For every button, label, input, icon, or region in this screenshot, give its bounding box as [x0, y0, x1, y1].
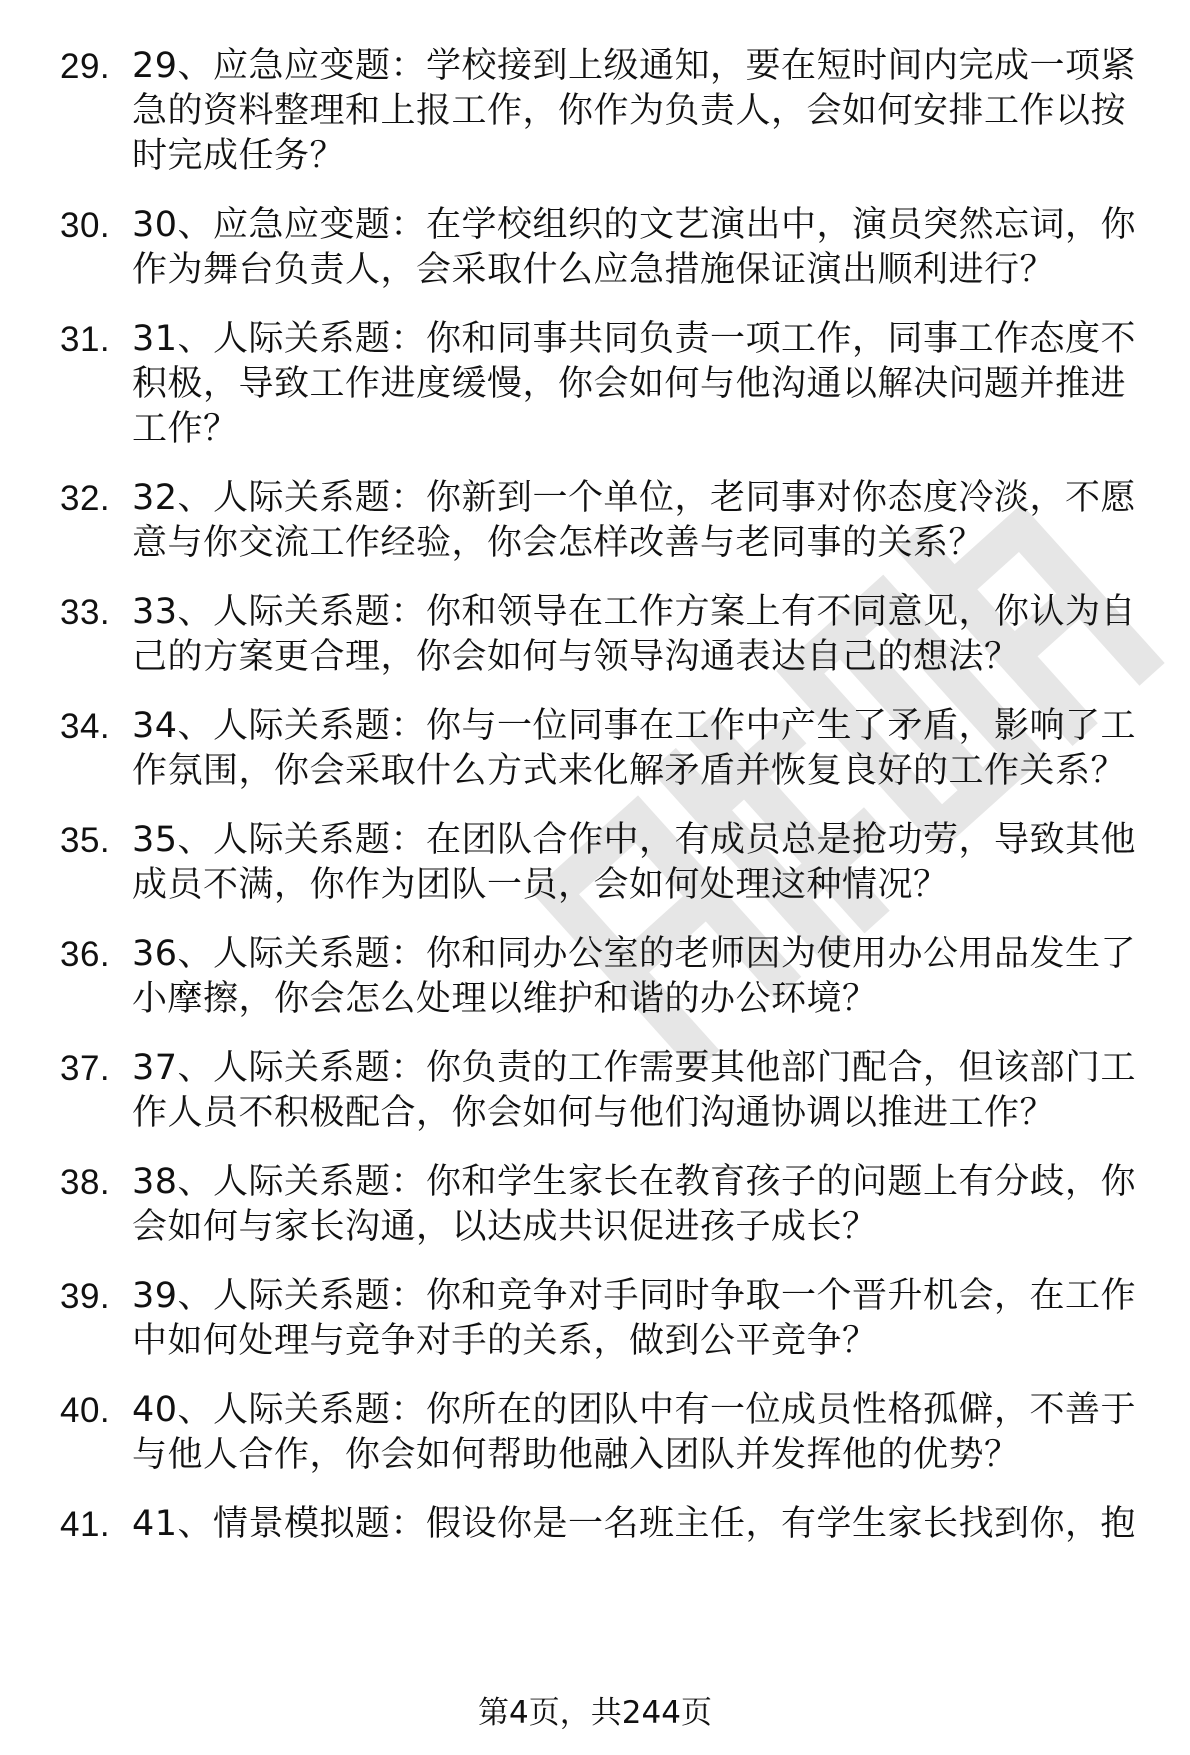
question-number: 29. — [60, 47, 111, 86]
question-text: 40、人际关系题：你所在的团队中有一位成员性格孤僻，不善于与他人合作，你会如何帮助他融入团队并发挥他的优势？ — [132, 1390, 1137, 1475]
page-footer: 第4页，共244页 — [478, 1695, 712, 1731]
question-text: 32、人际关系题：你新到一个单位，老同事对你态度冷淡，不愿意与你交流工作经验，你会怎样改善与老同事的关系？ — [132, 478, 1137, 563]
question-text: 30、应急应变题：在学校组织的文艺演出中，演员突然忘词，你作为舞台负责人，会采取什么应急措施保证演出顺利进行？ — [132, 205, 1137, 290]
question-number: 36. — [60, 935, 111, 974]
list-item — [60, 818, 1160, 908]
question-number: 41. — [60, 1505, 111, 1544]
list-item — [60, 1502, 1160, 1547]
question-text: 41、情景模拟题：假设你是一名班主任，有学生家长找到你，抱 — [132, 1504, 1137, 1544]
question-number: 32. — [60, 479, 111, 518]
list-item — [60, 590, 1160, 680]
question-text: 29、应急应变题：学校接到上级通知，要在短时间内完成一项紧急的资料整理和上报工作，你作为负责人，会如何安排工作以按时完成任务？ — [132, 46, 1137, 176]
list-item — [60, 1160, 1160, 1250]
list-item — [60, 203, 1160, 293]
question-text: 37、人际关系题：你负责的工作需要其他部门配合，但该部门工作人员不积极配合，你会如何与他们沟通协调以推进工作？ — [132, 1048, 1137, 1133]
question-number: 35. — [60, 821, 111, 860]
list-item — [60, 317, 1160, 452]
list-item — [60, 476, 1160, 566]
question-text: 36、人际关系题：你和同办公室的老师因为使用办公用品发生了小摩擦，你会怎么处理以维护和谐的办公环境？ — [132, 934, 1137, 1019]
question-number: 34. — [60, 707, 111, 746]
question-text: 35、人际关系题：在团队合作中，有成员总是抢功劳，导致其他成员不满，你作为团队一员，会如何处理这种情况？ — [132, 820, 1137, 905]
list-item — [60, 1274, 1160, 1364]
question-text: 39、人际关系题：你和竞争对手同时争取一个晋升机会，在工作中如何处理与竞争对手的关系，做到公平竞争？ — [132, 1276, 1137, 1361]
question-number: 37. — [60, 1049, 111, 1088]
list-item — [60, 44, 1160, 179]
question-text: 34、人际关系题：你与一位同事在工作中产生了矛盾，影响了工作氛围，你会采取什么方式来化解矛盾并恢复良好的工作关系？ — [132, 706, 1137, 791]
question-number: 39. — [60, 1277, 111, 1316]
question-number: 33. — [60, 593, 111, 632]
question-text: 31、人际关系题：你和同事共同负责一项工作，同事工作态度不积极，导致工作进度缓慢，你会如何与他沟通以解决问题并推进工作？ — [132, 319, 1137, 449]
question-number: 31. — [60, 320, 111, 359]
list-item — [60, 704, 1160, 794]
list-item — [60, 1388, 1160, 1478]
question-number: 30. — [60, 206, 111, 245]
question-text: 33、人际关系题：你和领导在工作方案上有不同意见，你认为自己的方案更合理，你会如何与领导沟通表达自己的想法？ — [132, 592, 1137, 677]
question-number: 40. — [60, 1391, 111, 1430]
list-item — [60, 1046, 1160, 1136]
question-text: 38、人际关系题：你和学生家长在教育孩子的问题上有分歧，你会如何与家长沟通，以达成共识促进孩子成长？ — [132, 1162, 1137, 1247]
question-list — [60, 44, 1160, 1571]
list-item — [60, 932, 1160, 1022]
question-number: 38. — [60, 1163, 111, 1202]
